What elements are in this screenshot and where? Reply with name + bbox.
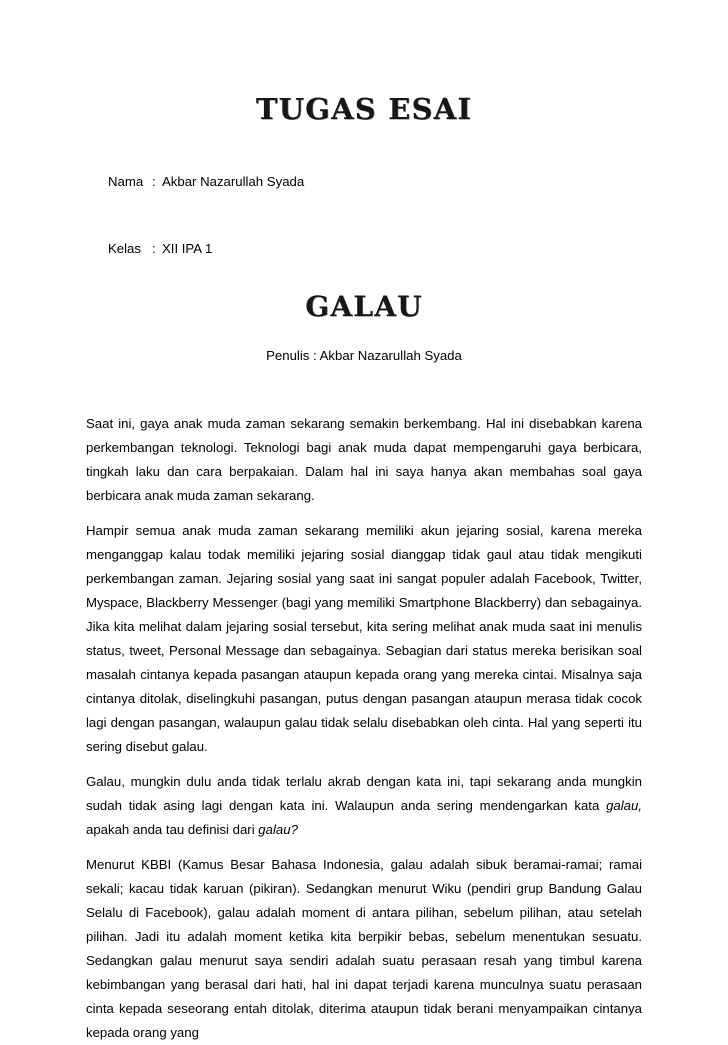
- emphasized-term: galau,: [606, 798, 642, 814]
- essay-title: GALAU: [305, 290, 423, 324]
- meta-separator-nama: :: [151, 173, 156, 189]
- meta-label-nama: Nama: [107, 173, 144, 189]
- paragraph: Menurut KBBI (Kamus Besar Bahasa Indonesia, galau adalah sibuk beramai-ramai; ramai sekali; kacau tidak karuan (pikiran). Sedangkan menurut Wiku (pendiri grup Bandung Galau Selalu di Facebook), galau adalah moment di antara pilihan, sebelum pilihan, atau setelah pilihan. Jadi itu adalah moment ketika kita berpikir bebas, sebelum menentukan sesuatu. Sedangkan galau menurut saya sendiri adalah suatu perasaan resah yang timbul karena kebimbangan yang berasal dari hati, hal ini dapat terjadi karena munculnya suatu perasaan cinta kepada seseorang entah ditolak, diterima ataupun tidak berani menyampaikan cintanya kepada orang yang: [86, 857, 642, 1041]
- paragraph: Galau, mungkin dulu anda tidak terlalu akrab dengan kata ini, tapi sekarang anda mungkin sudah tidak asing lagi dengan kata ini. Walaupun anda sering mendengarkan kata galau, apakah anda tau definisi dari galau?: [86, 774, 642, 838]
- meta-separator-kelas: :: [151, 241, 156, 257]
- meta-value-kelas: XII IPA 1: [161, 241, 213, 257]
- author-byline: Penulis : Akbar Nazarullah Syada: [266, 348, 462, 364]
- meta-value-nama: Akbar Nazarullah Syada: [161, 173, 305, 189]
- meta-row-nama: [86, 158, 642, 206]
- meta-label-kelas: Kelas: [107, 241, 141, 257]
- paragraph: Hampir semua anak muda zaman sekarang memiliki akun jejaring sosial, karena mereka menganggap kalau todak memiliki jejaring sosial dianggap tidak gaul atau tidak mengikuti perkembangan zaman. Jejaring sosial yang saat ini sangat populer adalah Facebook, Twitter, Myspace, Blackberry Messenger (bagi yang memiliki Smartphone Blackberry) dan sebagainya. Jika kita melihat dalam jejaring sosial tersebut, kita sering melihat anak muda saat ini menulis status, tweet, Personal Message dan sebagainya. Sebagian dari status mereka berisikan soal masalah cintanya kepada pasangan ataupun kepada orang yang mereka cintai. Misalnya saja cintanya ditolak, diselingkuhi pasangan, putus dengan pasangan ataupun merasa tidak cocok lagi dengan pasangan, walaupun galau tidak selalu disebabkan oleh cinta. Hal yang seperti itu sering disebut galau.: [86, 522, 642, 755]
- essay-body: [86, 412, 642, 1045]
- paragraph: Saat ini, gaya anak muda zaman sekarang semakin berkembang. Hal ini disebabkan karena perkembangan teknologi. Teknologi bagi anak muda dapat mempengaruhi gaya berbicara, tingkah laku dan cara berpakaian. Dalam hal ini saya hanya akan membahas soal gaya berbicara anak muda zaman sekarang.: [86, 415, 642, 503]
- meta-row-kelas: [86, 226, 642, 274]
- document-heading: TUGAS ESAI: [255, 92, 473, 126]
- emphasized-term: galau?: [258, 822, 298, 838]
- student-info-block: [86, 158, 642, 273]
